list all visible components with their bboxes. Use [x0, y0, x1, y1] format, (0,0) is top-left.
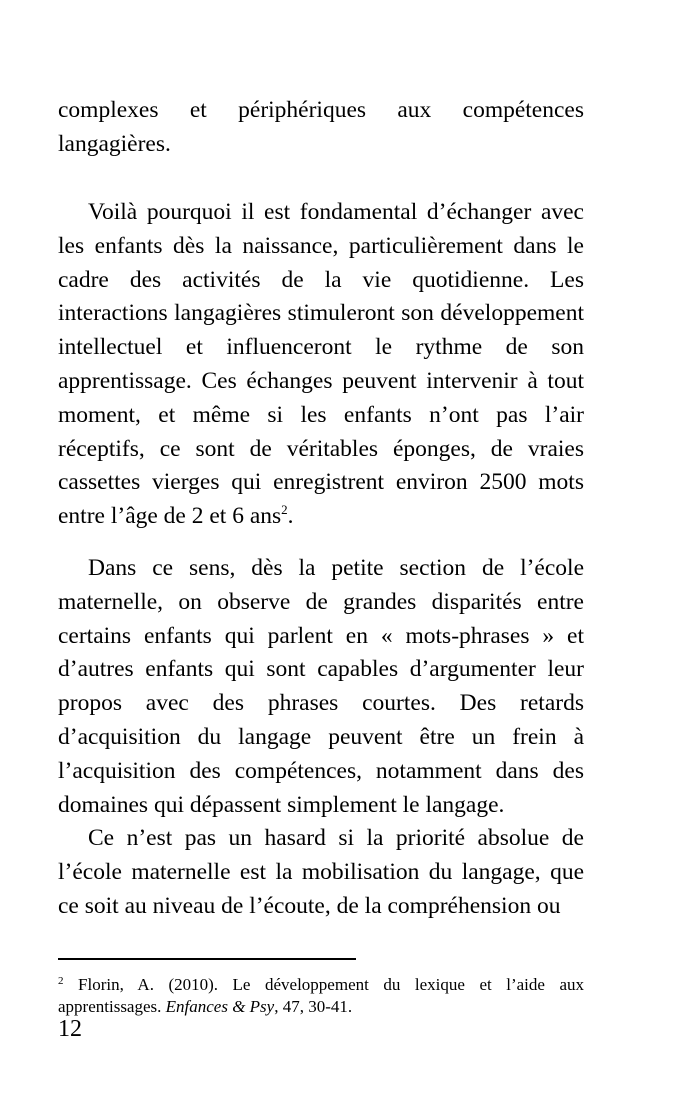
footnote-marker: 2: [58, 974, 64, 987]
footnote: [58, 974, 584, 1018]
footnote-journal-title: Enfances & Psy: [165, 997, 275, 1016]
footnote-text-start: Florin, A. (2010). Le développement du lexique et l’aide aux apprentissages.: [58, 975, 584, 1016]
book-page: [58, 0, 584, 1110]
paragraph-priority: Ce n’est pas un hasard si la priorité absolue de l’école maternelle est la mobilisation du langage, que ce soit au niveau de l’écoute, de la compréhension ou: [58, 825, 584, 919]
footnote-text-end: , 47, 30-41.: [274, 997, 353, 1016]
footnote-reference: 2: [281, 502, 288, 518]
paragraph-exchange-end: .: [287, 503, 294, 530]
page-number: 12: [58, 1016, 82, 1042]
paragraph-disparities: Dans ce sens, dès la petite section de l’école maternelle, on observe de grandes disparités entre certains enfants qui parlent en « mots-phrases » et d’autres enfants qui sont capables d’argumenter leur propos avec des phrases courtes. Des retards d’acquisition du langage peuvent être un frein à l’acquisition des compétences, notamment dans des domaines qui dépassent simplement le langage.: [58, 555, 584, 818]
paragraph-exchange-text: Voilà pourquoi il est fondamental d’échanger avec les enfants dès la naissance, particulièrement dans le cadre des activités de la vie quotidienne. Les interactions langagières stimuleront son développement intellectuel et influenceront le rythme de son apprentissage. Ces échanges peuvent intervenir à tout moment, et même si les enfants n’ont pas l’air réceptifs, ce sont de véritables éponges, de vraies cassettes vierges qui enregistrent environ 2500 mots entre l’âge de 2 et 6 ans: [58, 199, 584, 530]
paragraph-continuation: complexes et périphériques aux compétences langagières.: [58, 97, 584, 157]
paragraph-exchange-with-children: [58, 196, 584, 534]
footnote-separator: [58, 958, 356, 960]
